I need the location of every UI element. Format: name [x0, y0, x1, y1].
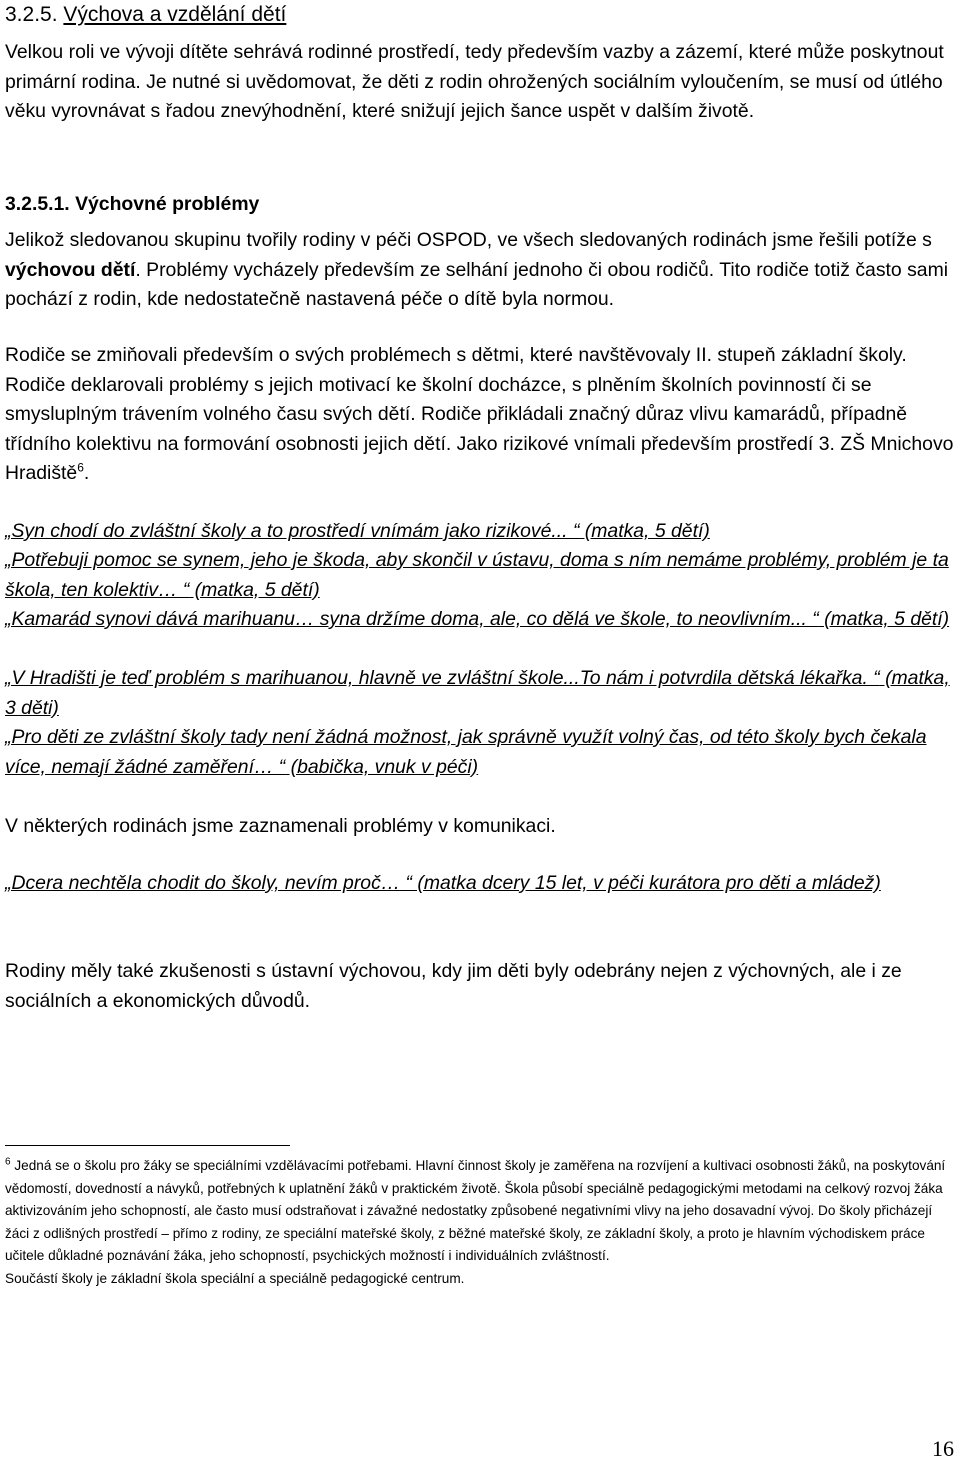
quote-source: (matka, 5 dětí) [189, 578, 320, 601]
quote-5 [5, 723, 955, 782]
paragraph-2 [5, 341, 955, 489]
quote-1 [5, 517, 955, 547]
paragraph-3: V některých rodinách jsme zaznamenali problémy v komunikaci. [5, 815, 556, 837]
p1-text: Jelikož sledovanou skupinu tvořily rodiny v péči OSPOD, ve všech sledovaných rodinách jsme řešili potíže s [5, 229, 932, 251]
quote-2 [5, 546, 955, 605]
subsection-heading: 3.2.5.1. Výchovné problémy [5, 193, 260, 215]
quote-source: (matka, 3 děti) [5, 667, 950, 719]
quote-6 [5, 869, 955, 899]
p2-text: Rodiče se zmiňovali především o svých problémech s dětmi, které navštěvovaly II. stupeň základní školy. Rodiče deklarovali problémy s jejich motivací ke školní docházce, s plněním školních povinností či se smysluplným trávením volného času svých dětí. Rodiče přikládali značný důraz vlivu kamarádů, případně třídního kolektivu na formování osobnosti jejich dětí. Jako rizikové vnímali především prostředí 3. ZŠ Mnichovo Hradiště [5, 344, 954, 484]
footnote-text: Jedná se o školu pro žáky se speciálními vzdělávacími potřebami. Hlavní činnost školy je zaměřena na rozvíjení a kultivaci osobnosti žáků, na poskytování vědomostí, dovedností a návyků, potřebných k uplatnění žáků v praktickém životě. Škola působí speciálně pedagogickými metodami na celkový rozvoj žáka aktivizováním jeho schopností, ale často musí odstraňovat i závažné nedostatky způsobené negativními vlivy na jeho dosavadní vývoj. Do školy přicházejí žáci z odlišných prostředí – přímo z rodiny, ze speciální mateřské školy, z běžné mateřské školy, ze základní školy, a proto je hlavním východiskem práce učitele důkladné poznávání žáka, jeho schopností, psychických možností i individuálních zvláštností. [5, 1158, 946, 1264]
footnote [5, 1155, 957, 1291]
footnote-ref: 6 [77, 460, 84, 475]
p1-bold: výchovou dětí [5, 258, 136, 281]
quote-3 [5, 605, 955, 635]
page-number: 16 [932, 1436, 954, 1461]
footnote-last-line: Součástí školy je základní škola speciální a speciálně pedagogické centrum. [5, 1270, 465, 1286]
paragraph-1 [5, 226, 955, 315]
quote-source: (babička, vnuk v péči) [285, 755, 479, 778]
p2-end: . [83, 462, 90, 484]
section-heading [5, 0, 955, 30]
footnote-separator [5, 1145, 290, 1146]
quote-text: „Potřebuji pomoc se synem, jeho je škoda, aby skončil v ústavu, doma s ním nemáme problémy, problém je ta škola, ten kolektiv… “ [5, 549, 949, 601]
quote-text: „Dcera nechtěla chodit do školy, nevím proč… “ [5, 872, 413, 894]
section-number: 3.2.5. [5, 3, 58, 26]
p1-text-after: . Problémy vycházely především ze selhání jednoho či obou rodičů. Tito rodiče totiž často sami pochází z rodin, kde nedostatečně nastavená péče o dítě byla normou. [5, 258, 949, 310]
paragraph-4: Rodiny měly také zkušenosti s ústavní výchovou, kdy jim děti byly odebrány nejen z výchovných, ale i ze sociálních a ekonomických důvodů. [5, 960, 902, 1012]
quote-4 [5, 664, 955, 723]
footnote-body [5, 1155, 957, 1268]
quote-source: (matka, 5 dětí) [818, 608, 950, 630]
quote-source: (matka dcery 15 let, v péči kurátora pro děti a mládež) [412, 872, 881, 894]
intro-paragraph: Velkou roli ve vývoji dítěte sehrává rodinné prostředí, tedy především vazby a zázemí, které může poskytnout primární rodina. Je nutné si uvědomovat, že děti z rodin ohrožených sociálním vyloučením, se musí od útlého věku vyrovnávat s řadou znevýhodnění, které snižují jejich šance uspět v dalším životě. [5, 41, 944, 122]
quote-text: „Syn chodí do zvláštní školy a to prostředí vnímám jako rizikové... “ [5, 520, 580, 542]
quote-text: „Pro děti ze zvláštní školy tady není žádná možnost, jak správně využít volný čas, od této školy bych čekala více, nemají žádné zaměření… “ [5, 726, 927, 778]
quote-text: „Kamarád synovi dává marihuanu… syna držíme doma, ale, co dělá ve škole, to neovlivním... “ [5, 608, 819, 630]
footnote-number: 6 [5, 1156, 11, 1168]
quote-source: (matka, 5 dětí) [579, 520, 710, 542]
quote-text: „V Hradišti je teď problém s marihuanou, hlavně ve zvláštní škole...To nám i potvrdila dětská lékařka. “ [5, 667, 880, 689]
section-title: Výchova a vzdělání dětí [63, 3, 287, 26]
